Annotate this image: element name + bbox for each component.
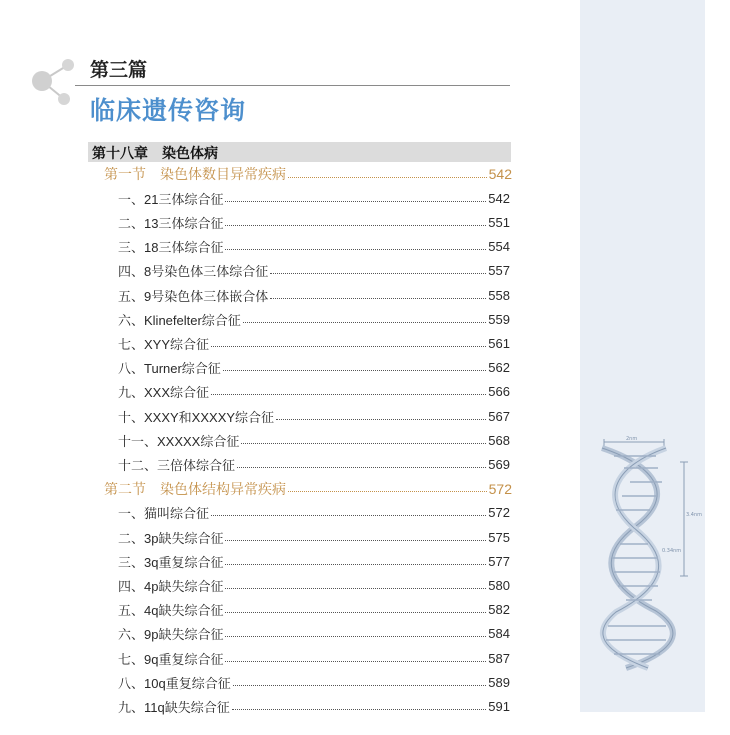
- toc-entry-page: 575: [488, 529, 510, 545]
- toc-entry-page: 589: [488, 674, 510, 690]
- toc-entry-page: 566: [488, 384, 510, 400]
- toc-entry-page: 580: [488, 577, 510, 593]
- toc-entry-page: 584: [488, 626, 510, 642]
- toc-entry-page: 569: [488, 456, 510, 472]
- toc-entry-row[interactable]: [118, 309, 510, 329]
- dna-double-helix-icon: [586, 436, 702, 672]
- toc-leader-dots: [211, 515, 486, 516]
- toc-entry-row[interactable]: [118, 551, 510, 571]
- toc-entry-row[interactable]: [118, 454, 510, 474]
- toc-entry-row[interactable]: [118, 600, 510, 620]
- toc-entry-row[interactable]: [118, 261, 510, 281]
- toc-entry-label: 四、4p缺失综合征: [118, 578, 224, 594]
- toc-entry-page: 582: [488, 602, 510, 618]
- toc-leader-dots: [232, 709, 487, 710]
- toc-section-page: 542: [488, 166, 512, 182]
- toc-leader-dots: [225, 588, 486, 589]
- toc-leader-dots: [225, 249, 486, 250]
- toc-entry-label: 十、XXXY和XXXXY综合征: [118, 409, 275, 425]
- toc-entry-row[interactable]: [118, 212, 510, 232]
- toc-entry-label: 三、18三体综合征: [118, 240, 224, 256]
- toc-leader-dots: [241, 443, 486, 444]
- toc-entry-page: 561: [488, 335, 510, 351]
- toc-section-row[interactable]: [104, 479, 512, 499]
- toc-entry-label: 五、4q缺失综合征: [118, 603, 224, 619]
- part-label: 第三篇: [90, 60, 148, 81]
- toc-entry-page: 557: [488, 263, 510, 279]
- toc-entry-label: 一、猫叫综合征: [118, 506, 210, 522]
- toc-entry-label: 八、10q重复综合征: [118, 675, 231, 691]
- toc-entry-row[interactable]: [118, 430, 510, 450]
- chapter-title: 第十八章 染色体病: [92, 146, 218, 162]
- toc-entry-label: 三、3q重复综合征: [118, 554, 224, 570]
- toc-entry-row[interactable]: [118, 527, 510, 547]
- toc-entry-label: 十一、XXXXX综合征: [118, 433, 240, 449]
- toc-entry-label: 二、13三体综合征: [118, 215, 224, 231]
- toc-leader-dots: [225, 661, 486, 662]
- toc-entry-row[interactable]: [118, 237, 510, 257]
- toc-entry-label: 八、Turner综合征: [118, 361, 221, 377]
- header-divider: [75, 85, 510, 86]
- toc-entry-page: 591: [488, 698, 510, 714]
- toc-section-label: 第一节 染色体数目异常疾病: [104, 166, 286, 182]
- toc-entry-row[interactable]: [118, 624, 510, 644]
- toc-leader-dots: [225, 201, 486, 202]
- toc-leader-dots: [223, 370, 486, 371]
- toc-section-page: 572: [488, 480, 512, 497]
- bubbles-decor-icon: [28, 55, 84, 111]
- chapter-heading-bar: [88, 142, 511, 162]
- toc-leader-dots: [225, 540, 486, 541]
- toc-entry-label: 十二、三倍体综合征: [118, 457, 236, 473]
- toc-entry-row[interactable]: [118, 406, 510, 426]
- toc-leader-dots: [233, 685, 487, 686]
- toc-entry-row[interactable]: [118, 188, 510, 208]
- toc-entry-page: 558: [488, 287, 510, 303]
- toc-entry-row[interactable]: [118, 333, 510, 353]
- toc-leader-dots: [270, 273, 486, 274]
- toc-entry-row[interactable]: [118, 382, 510, 402]
- toc-leader-dots: [211, 394, 486, 395]
- toc-leader-dots: [225, 225, 486, 226]
- toc-entry-label: 六、Klinefelter综合征: [118, 312, 241, 328]
- toc-entry-page: 587: [488, 650, 510, 666]
- toc-entry-page: 554: [488, 239, 510, 255]
- toc-leader-dots: [288, 491, 487, 492]
- toc-entry-label: 七、9q重复综合征: [118, 651, 224, 667]
- toc-entry-label: 五、9号染色体三体嵌合体: [118, 288, 269, 304]
- toc-entry-page: 551: [488, 214, 510, 230]
- toc-leader-dots: [288, 177, 487, 178]
- toc-leader-dots: [225, 636, 486, 637]
- part-title: 临床遗传咨询: [90, 97, 247, 125]
- toc-leader-dots: [270, 298, 486, 299]
- toc-leader-dots: [237, 467, 486, 468]
- dna-pitch-label: 3.4nm: [686, 512, 702, 518]
- toc-leader-dots: [276, 419, 486, 420]
- dna-rise-label: 0.34nm: [662, 548, 682, 554]
- toc-entry-row[interactable]: [118, 503, 510, 523]
- toc-entry-page: 567: [488, 408, 510, 424]
- toc-entry-row[interactable]: [118, 672, 510, 692]
- toc-entry-label: 四、8号染色体三体综合征: [118, 264, 269, 280]
- toc-entry-row[interactable]: [118, 358, 510, 378]
- toc-leader-dots: [225, 564, 486, 565]
- toc-entry-page: 559: [488, 311, 510, 327]
- toc-entry-page: 568: [488, 432, 510, 448]
- toc-entry-label: 九、XXX综合征: [118, 385, 210, 401]
- toc-entry-row[interactable]: [118, 575, 510, 595]
- toc-entry-label: 七、XYY综合征: [118, 336, 210, 352]
- toc-entry-label: 九、11q缺失综合征: [118, 699, 230, 715]
- toc-entry-row[interactable]: [118, 696, 510, 716]
- toc-entry-page: 577: [488, 553, 510, 569]
- toc-entry-label: 六、9p缺失综合征: [118, 627, 224, 643]
- toc-section-label: 第二节 染色体结构异常疾病: [104, 480, 286, 497]
- toc-leader-dots: [211, 346, 486, 347]
- toc-entry-page: 572: [488, 505, 510, 521]
- dna-width-label: 2nm: [626, 436, 638, 442]
- toc-leader-dots: [225, 612, 486, 613]
- toc-entry-page: 562: [488, 360, 510, 376]
- toc-entry-label: 一、21三体综合征: [118, 191, 224, 207]
- toc-entry-label: 二、3p缺失综合征: [118, 530, 224, 546]
- toc-leader-dots: [243, 322, 486, 323]
- toc-entry-row[interactable]: [118, 648, 510, 668]
- toc-entry-page: 542: [488, 190, 510, 206]
- toc-entry-row[interactable]: [118, 285, 510, 305]
- toc-section-row[interactable]: [104, 164, 512, 184]
